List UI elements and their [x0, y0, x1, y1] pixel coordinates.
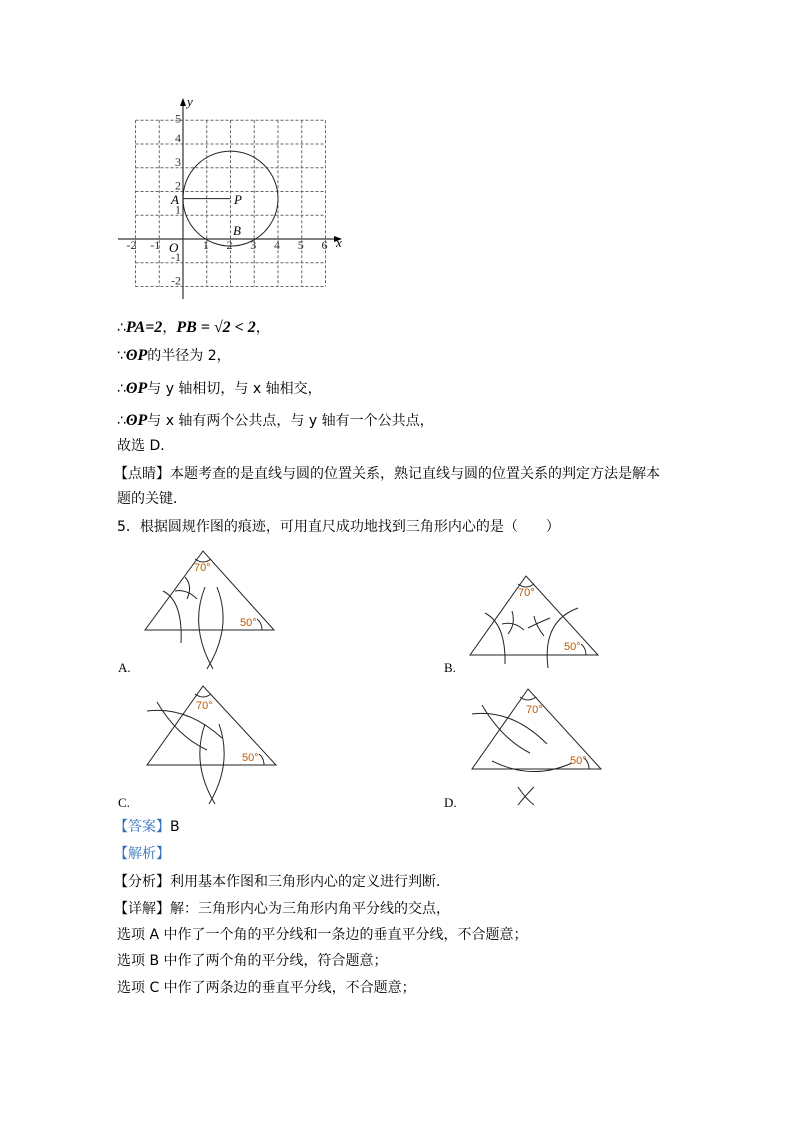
y-axis-label: y — [187, 94, 193, 109]
comma: ， — [162, 320, 177, 336]
x-tick-label: -1 — [150, 238, 161, 252]
grid — [136, 120, 326, 286]
comment-line-2: 题的关键． — [117, 491, 187, 507]
angle-70-label: 70° — [518, 587, 535, 599]
x-tick-label: 6 — [321, 238, 328, 252]
solution-line-2 — [117, 347, 231, 365]
option-a-label[interactable]: A. — [118, 660, 131, 675]
y-tick-label: 3 — [175, 154, 181, 169]
because-symbol: ∵ — [117, 348, 126, 364]
angle-50-label: 50° — [242, 752, 259, 764]
x-tick-label: 1 — [202, 238, 209, 252]
angle-arc-right — [581, 644, 586, 655]
bisector-arc-left — [485, 613, 505, 664]
y-tick-label: 5 — [175, 111, 181, 126]
math-eq2: = √2 < 2 — [196, 319, 256, 336]
solution-line-3 — [117, 380, 322, 398]
y-tick-label: -2 — [171, 273, 181, 288]
answer-tag: 【答案】 — [114, 819, 170, 835]
bottom-cross — [518, 787, 534, 805]
angle-50-label: 50° — [240, 617, 257, 629]
text: 与 y 轴相切，与 x 轴相交， — [147, 381, 322, 397]
question-5: 5．根据圆规作图的痕迹，可用直尺成功地找到三角形内心的是（ ） — [117, 519, 560, 535]
angle-70-label: 70° — [196, 700, 213, 712]
math-circle-p: ʘP — [125, 347, 148, 364]
angle-50-label: 50° — [570, 755, 587, 767]
base-arc — [492, 761, 572, 772]
y-tick-label: 4 — [175, 131, 181, 145]
bisector-cross-left — [502, 611, 524, 634]
angle-arc-right — [259, 754, 264, 765]
y-tick-label: 2 — [175, 178, 181, 193]
therefore-symbol: ∴ — [117, 381, 126, 397]
therefore-symbol: ∴ — [117, 320, 126, 336]
bisector-arc-right — [547, 608, 578, 668]
bisector-cross — [175, 577, 197, 599]
math-circle-p: ʘP — [125, 412, 148, 429]
answer-value: B — [170, 819, 180, 835]
y-tick-label: 1 — [175, 202, 181, 217]
coordinate-graph — [0, 0, 794, 320]
option-c-label[interactable]: C. — [118, 795, 130, 810]
analysis-line-2: 【详解】解：三角形内心为三角形内角平分线的交点， — [114, 901, 450, 917]
figure-d — [472, 689, 612, 809]
bisector-cross-right — [528, 616, 550, 636]
figure-b — [470, 576, 610, 676]
math-pa: PA — [125, 319, 146, 336]
angle-arc-right — [257, 619, 262, 630]
figure-a — [145, 551, 285, 671]
x-tick-label: -2 — [126, 238, 137, 252]
math-circle-p: ʘP — [125, 380, 148, 397]
math-pb: PB — [176, 319, 197, 336]
point-b-label: B — [233, 223, 241, 238]
angle-70-label: 70° — [526, 704, 543, 716]
x-axis-label: x — [336, 235, 342, 250]
bisector-arc — [163, 591, 181, 643]
analysis-line-5: 选项 C 中作了两条边的垂直平分线，不合题意； — [117, 980, 416, 996]
angle-50-label: 50° — [564, 641, 581, 653]
analysis-line-4: 选项 B 中作了两个角的平分线，符合题意； — [117, 953, 388, 969]
option-b-label[interactable]: B. — [444, 660, 456, 675]
text: 与 x 轴有两个公共点，与 y 轴有一个公共点， — [147, 413, 434, 429]
x-tick-label: 5 — [297, 238, 304, 252]
analysis-tag: 【解析】 — [114, 846, 170, 862]
perpendicular-lens — [199, 587, 223, 669]
math-eq1: =2 — [145, 319, 163, 336]
point-p-label: P — [234, 192, 242, 207]
solution-line-5: 故选 D． — [117, 438, 175, 454]
figure-c — [147, 686, 287, 806]
y-axis-arrow — [180, 98, 186, 106]
x-tick-label: 2 — [226, 238, 233, 252]
comment-line-1: 【点睛】本题考查的是直线与圆的位置关系，熟记直线与圆的位置关系的判定方法是解本 — [114, 466, 660, 482]
y-tick-label: -1 — [171, 249, 181, 264]
solution-line-4 — [117, 412, 434, 430]
angle-70-label: 70° — [194, 562, 211, 574]
point-a-label: A — [171, 192, 179, 207]
analysis-line-3: 选项 A 中作了一个角的平分线和一条边的垂直平分线，不合题意； — [117, 927, 528, 943]
text: 的半径为 2， — [147, 348, 231, 364]
solution-line-1 — [117, 319, 270, 337]
therefore-symbol: ∴ — [117, 413, 126, 429]
analysis-line-1: 【分析】利用基本作图和三角形内心的定义进行判断． — [114, 874, 450, 890]
answer-line — [114, 818, 180, 836]
comma: ， — [255, 320, 270, 336]
option-d-label[interactable]: D. — [444, 795, 457, 810]
x-tick-label: 4 — [274, 238, 280, 252]
origin-label: O — [169, 240, 179, 255]
x-tick-label: 3 — [250, 238, 257, 252]
